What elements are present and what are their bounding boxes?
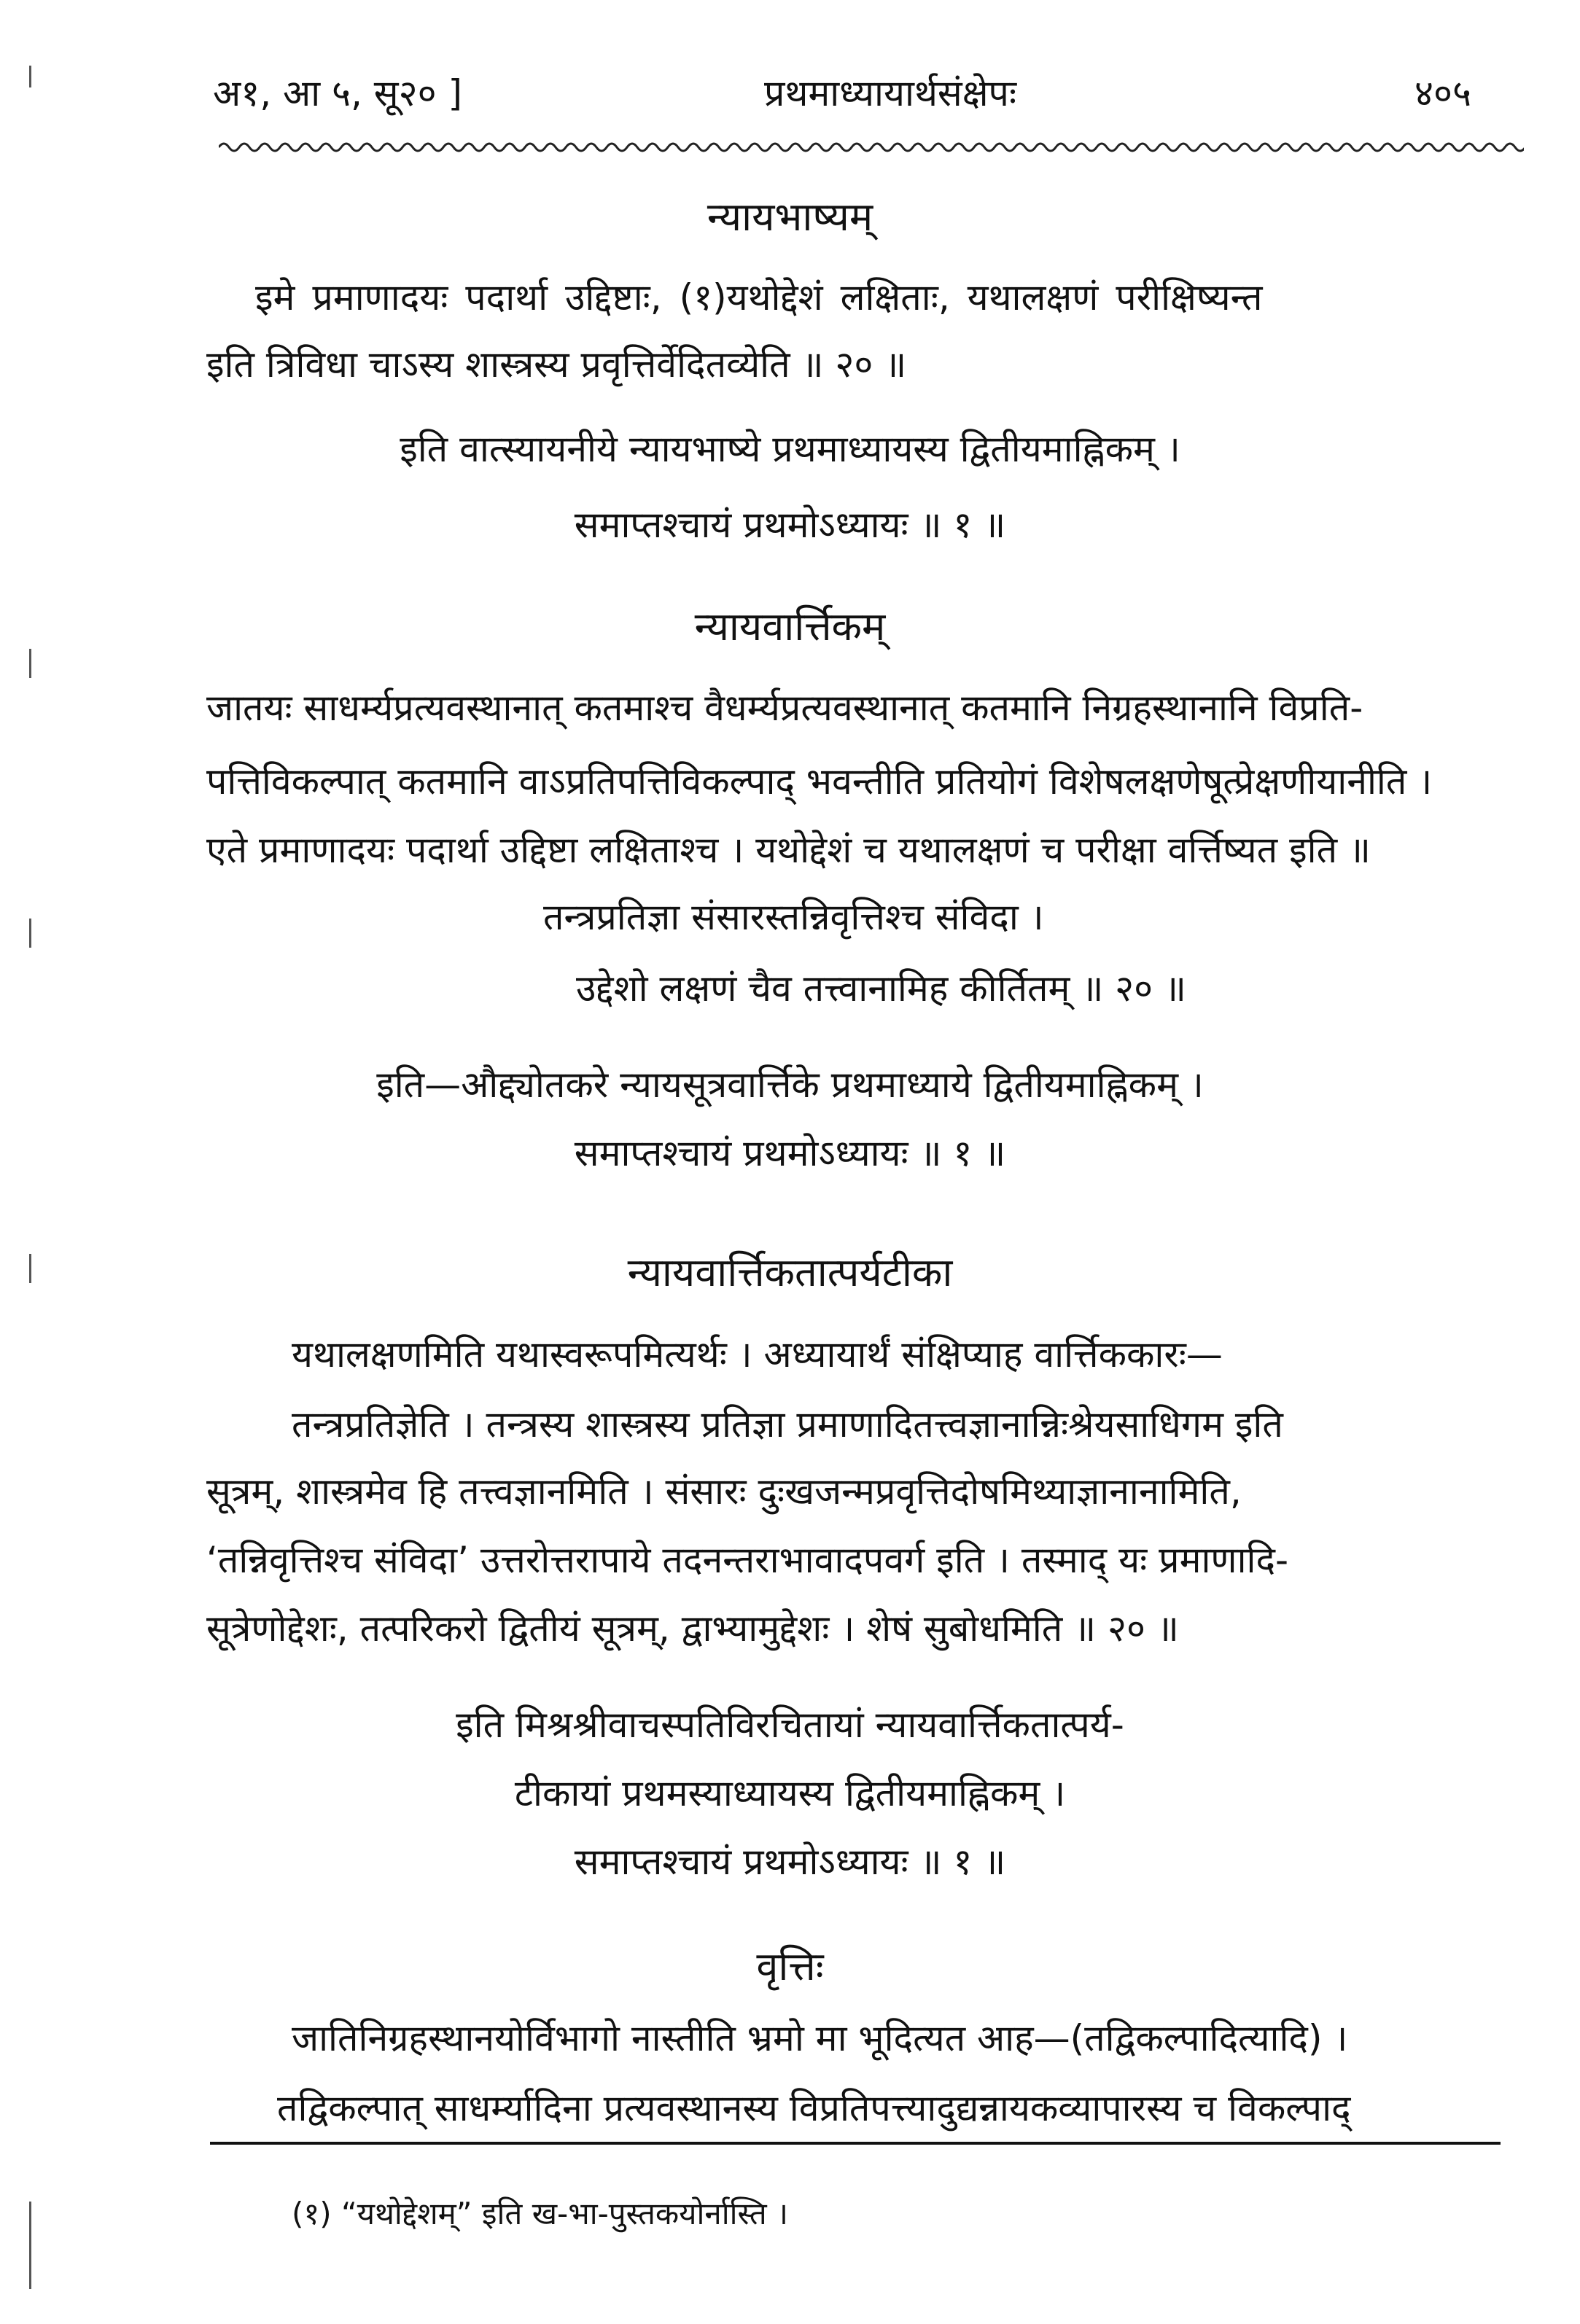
nyayavartikam-line-1: जातयः साधर्म्यप्रत्यवस्थानात् कतमाश्च वैधर्म्यप्रत्यवस्थानात् कतमानि निग्रहस्थानानि विप्रति-	[206, 687, 1363, 729]
running-header-title: प्रथमाध्यायार्थसंक्षेपः	[764, 72, 1017, 114]
nyayavartikam-colophon-2: समाप्तश्चायं प्रथमोऽध्यायः ॥ १ ॥	[574, 1132, 1006, 1174]
nyayavartikam-line-2: पत्तिविकल्पात् कतमानि वाऽप्रतिपत्तिविकल्पाद् भवन्तीति प्रतियोगं विशेषलक्षणेषूत्प्रेक्षणीयानीति ।	[206, 760, 1433, 803]
nyayabhashyam-heading: न्यायभाष्यम्	[707, 194, 873, 240]
nyayavartikam-heading: न्यायवार्त्तिकम्	[694, 604, 886, 650]
tika-line-1: यथालक्षणमिति यथास्वरूपमित्यर्थः । अध्यायार्थं संक्षिप्याह वार्त्तिककारः—	[292, 1333, 1223, 1376]
nyayabhashyam-line-1: इमे प्रमाणादयः पदार्था उद्दिष्टाः, (१)यथोद्देशं लक्षिताः, यथालक्षणं परीक्षिष्यन्त	[255, 276, 1263, 319]
scan-gutter-mark	[29, 1254, 31, 1283]
vritti-line-2: तद्विकल्पात् साधर्म्यादिना प्रत्यवस्थानस्य विप्रतिपत्त्यादुद्यन्नायकव्यापारस्य च विकल्पाद्	[277, 2087, 1351, 2129]
nyayavartikam-verse-1: तन्त्रप्रतिज्ञा संसारस्तन्निवृत्तिश्च संविदा ।	[543, 896, 1044, 938]
nyayabhashyam-colophon-2: समाप्तश्चायं प्रथमोऽध्यायः ॥ १ ॥	[574, 504, 1006, 546]
tika-line-3: सूत्रम्, शास्त्रमेव हि तत्त्वज्ञानमिति । संसारः दुःखजन्मप्रवृत्तिदोषमिथ्याज्ञानानामिति,	[206, 1470, 1242, 1513]
wavy-header-rule	[219, 139, 1524, 156]
footnote: (१) “यथोद्देशम्” इति ख-भा-पुस्तकयोर्नास्ति ।	[292, 2196, 789, 2231]
scan-gutter-mark	[29, 2202, 31, 2289]
footnote-rule	[210, 2142, 1501, 2145]
scan-gutter-mark	[29, 649, 31, 678]
nyayabhashyam-colophon-1: इति वात्स्यायनीये न्यायभाष्ये प्रथमाध्यायस्य द्वितीयमाह्निकम् ।	[400, 428, 1180, 470]
scan-gutter-mark	[29, 66, 31, 87]
nyayavartikam-colophon-1: इति—औद्द्योतकरे न्यायसूत्रवार्त्तिके प्रथमाध्याये द्वितीयमाह्निकम् ।	[376, 1064, 1204, 1106]
vritti-line-1: जातिनिग्रहस्थानयोर्विभागो नास्तीति भ्रमो मा भूदित्यत आह—(तद्विकल्पादित्यादि) ।	[292, 2017, 1348, 2059]
tika-line-2: तन्त्रप्रतिज्ञेति । तन्त्रस्य शास्त्रस्य प्रतिज्ञा प्रमाणादितत्त्वज्ञानान्निःश्रेयसाधिगम इति	[292, 1403, 1283, 1446]
nyayavartikam-verse-2: उद्देशो लक्षणं चैव तत्त्वानामिह कीर्तितम् ॥ २० ॥	[576, 967, 1187, 1010]
tika-line-4: ‘तन्निवृत्तिश्च संविदा’ उत्तरोत्तरापाये तदनन्तराभावादपवर्ग इति । तस्माद् यः प्रमाणादि-	[206, 1539, 1289, 1581]
nyayabhashyam-line-2: इति त्रिविधा चाऽस्य शास्त्रस्य प्रवृत्तिर्वेदितव्येति ॥ २० ॥	[206, 343, 907, 386]
tika-heading: न्यायवार्त्तिकतात्पर्यटीका	[627, 1249, 953, 1295]
vritti-heading: वृत्तिः	[756, 1943, 824, 1989]
tika-line-5: सूत्रेणोद्देशः, तत्परिकरो द्वितीयं सूत्रम्, द्वाभ्यामुद्देशः । शेषं सुबोधमिति ॥ २० ॥	[206, 1607, 1179, 1650]
tika-colophon-3: समाप्तश्चायं प्रथमोऽध्यायः ॥ १ ॥	[574, 1841, 1006, 1883]
tika-colophon-1: इति मिश्रश्रीवाचस्पतिविरचितायां न्यायवार्त्तिकतात्पर्य-	[456, 1704, 1124, 1746]
running-header-section-ref: अ१, आ ५, सू२० ]	[213, 72, 462, 114]
page-number: ४०५	[1414, 72, 1471, 114]
scan-gutter-mark	[29, 919, 31, 948]
nyayavartikam-line-3: एते प्रमाणादयः पदार्था उद्दिष्टा लक्षिताश्च । यथोद्देशं च यथालक्षणं च परीक्षा वर्त्तिष्यत इति ॥	[206, 829, 1371, 871]
tika-colophon-2: टीकायां प्रथमस्याध्यायस्य द्वितीयमाह्निकम् ।	[514, 1772, 1066, 1814]
